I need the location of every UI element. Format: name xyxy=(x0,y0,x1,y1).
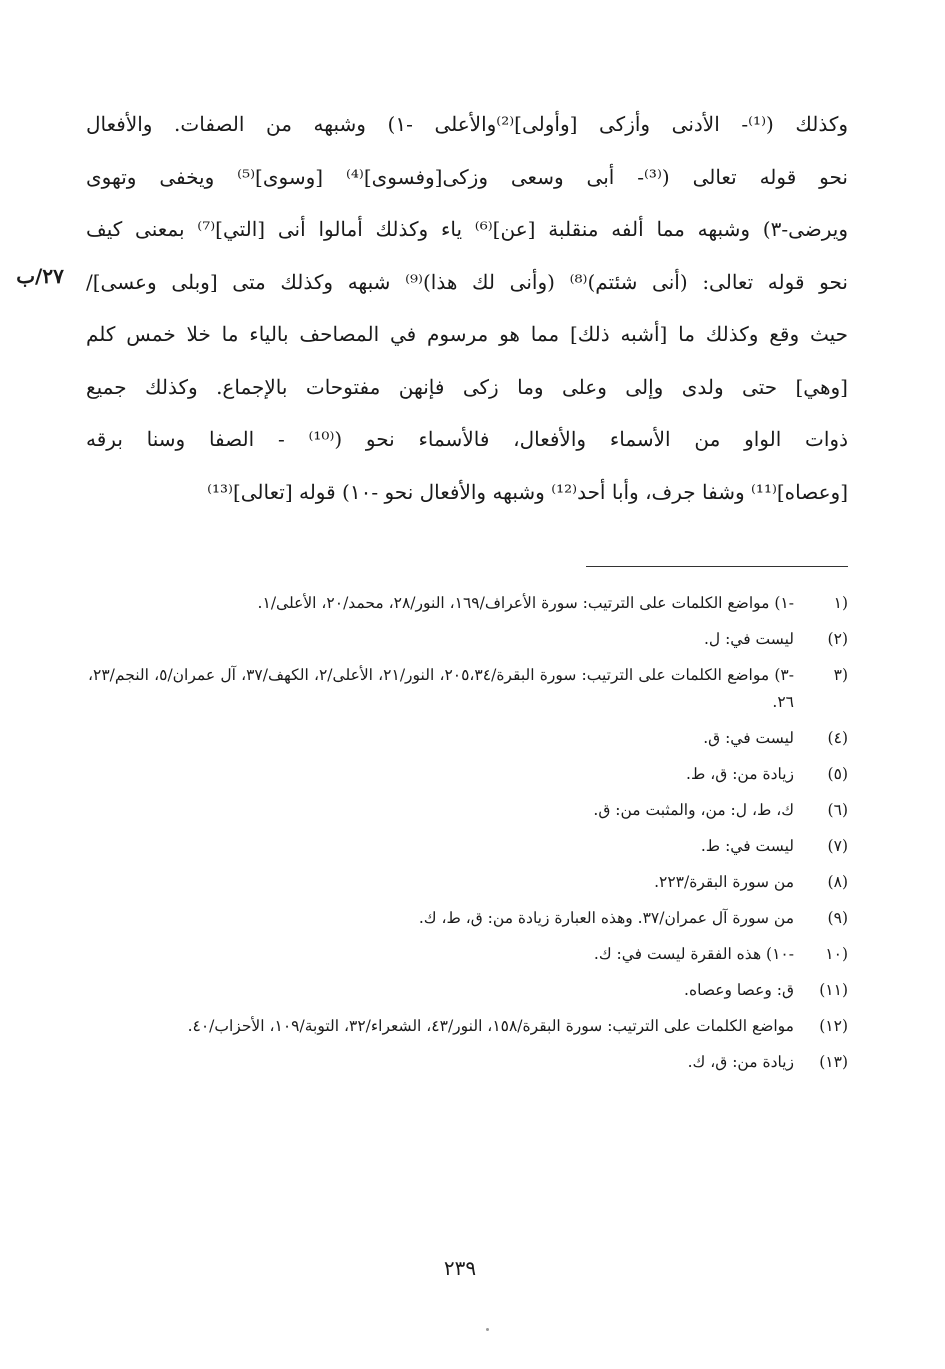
manuscript-folio-marker: ٢٧/ب xyxy=(16,264,64,288)
footnote-text: من سورة البقرة/٢٢٣. xyxy=(654,873,794,891)
footnote-item xyxy=(88,662,848,716)
footnote-text: مواضع الكلمات على الترتيب: سورة البقرة/١٥٨، النور/٤٣، الشعراء/٣٢، التوبة/١٠٩، الأحزاب/٤٠. xyxy=(187,1017,794,1035)
page-number: ٢٣٩ xyxy=(443,1256,477,1280)
main-text-line: [وهي] حتى ولدى وإلى وعلى وما زكى فإنهن مفتوحات بالإجماع. وكذلك جميع xyxy=(86,374,848,399)
footnote-separator xyxy=(586,566,848,567)
main-text-line: نحو قوله تعالى (⁽³⁾- أبى وسعى وزكى[وفسوى]⁽⁴⁾ [وسوى]⁽⁵⁾ ويخفى وتهوى xyxy=(86,164,848,189)
footnote-item xyxy=(88,869,848,896)
footnote-text: -١٠) هذه الفقرة ليست في: ك. xyxy=(593,945,794,963)
footnote-item xyxy=(88,941,848,968)
footnote-text: زيادة من: ق، ط. xyxy=(686,765,794,783)
main-text-line: وكذلك (⁽¹⁾- الأدنى وأزكى [وأولى]⁽²⁾والأعلى -١) وشبهه من الصفات. والأفعال xyxy=(86,112,848,136)
footnote-number: (٧) xyxy=(827,837,848,855)
footnote-item xyxy=(88,797,848,824)
footnote-item xyxy=(88,626,848,653)
footnote-number: (١ xyxy=(833,594,848,612)
main-text-line: حيث وقع وكذلك ما [أشبه ذلك] مما هو مرسوم في المصاحف بالياء ما خلا خمس كلم xyxy=(86,322,848,346)
footnote-item xyxy=(88,761,848,788)
scan-speck xyxy=(486,1328,489,1331)
footnote-text: ق: وعصا وعصاه. xyxy=(684,981,794,999)
main-text-block xyxy=(86,98,848,518)
main-text-line: نحو قوله تعالى: (أنى شئتم)⁽⁸⁾ (وأنى لك هذا)⁽⁹⁾ شبهه وكذلك متى [وبلى وعسى]/ xyxy=(86,269,848,294)
footnote-number: (١١) xyxy=(819,981,848,999)
footnotes-list xyxy=(88,590,848,1085)
main-text-line: [وعصاه]⁽¹¹⁾ وشفا جرف، وأبا أحد⁽¹²⁾ وشبهه والأفعال نحو -١٠) قوله [تعالى]⁽¹³⁾ xyxy=(207,479,848,504)
footnote-number: (٤) xyxy=(827,729,848,747)
footnote-item xyxy=(88,977,848,1004)
footnote-number: (٨) xyxy=(827,873,848,891)
footnote-number: (٩) xyxy=(827,909,848,927)
footnote-item xyxy=(88,1049,848,1076)
footnote-number: (٣ xyxy=(833,666,848,684)
footnote-number: (٥) xyxy=(827,765,848,783)
footnote-number: (٦) xyxy=(827,801,848,819)
footnote-item xyxy=(88,905,848,932)
footnote-item xyxy=(88,1013,848,1040)
footnote-number: (١٠ xyxy=(825,945,848,963)
footnote-number: (٢) xyxy=(827,630,848,648)
footnote-text: -١) مواضع الكلمات على الترتيب: سورة الأعراف/١٦٩، النور/٢٨، محمد/٢٠، الأعلى/١. xyxy=(257,594,794,612)
footnote-number: (١٢) xyxy=(819,1017,848,1035)
main-text-line: ويرضى-٣) وشبهه مما ألفه منقلبة [عن]⁽⁶⁾ ياء وكذلك أمالوا أنى [التي]⁽⁷⁾ بمعنى كيف xyxy=(86,217,848,241)
footnote-text: ليست في: ط. xyxy=(700,837,794,855)
footnote-item xyxy=(88,725,848,752)
footnote-text: ليست في: ل. xyxy=(703,630,794,648)
footnote-item xyxy=(88,833,848,860)
footnote-text: -٣) مواضع الكلمات على الترتيب: سورة البقرة/٢٠٥،٣٤، النور/٢١، الأعلى/٢، الكهف/٣٧، آل عمران/٥، النجم/٢٣، ٢٦. xyxy=(88,666,794,711)
footnote-text: ليست في: ق. xyxy=(703,729,794,747)
footnote-text: زيادة من: ق، ك. xyxy=(687,1053,794,1071)
footnote-item xyxy=(88,590,848,617)
main-text-line: ذوات الواو من الأسماء والأفعال، فالأسماء نحو (⁽¹⁰⁾ - الصفا وسنا برقه xyxy=(86,427,848,451)
footnote-text: من سورة آل عمران/٣٧. وهذه العبارة زيادة من: ق، ط، ك. xyxy=(418,909,794,927)
footnote-number: (١٣) xyxy=(819,1053,848,1071)
footnote-text: ك، ط، ل: من، والمثبت من: ق. xyxy=(593,801,794,819)
